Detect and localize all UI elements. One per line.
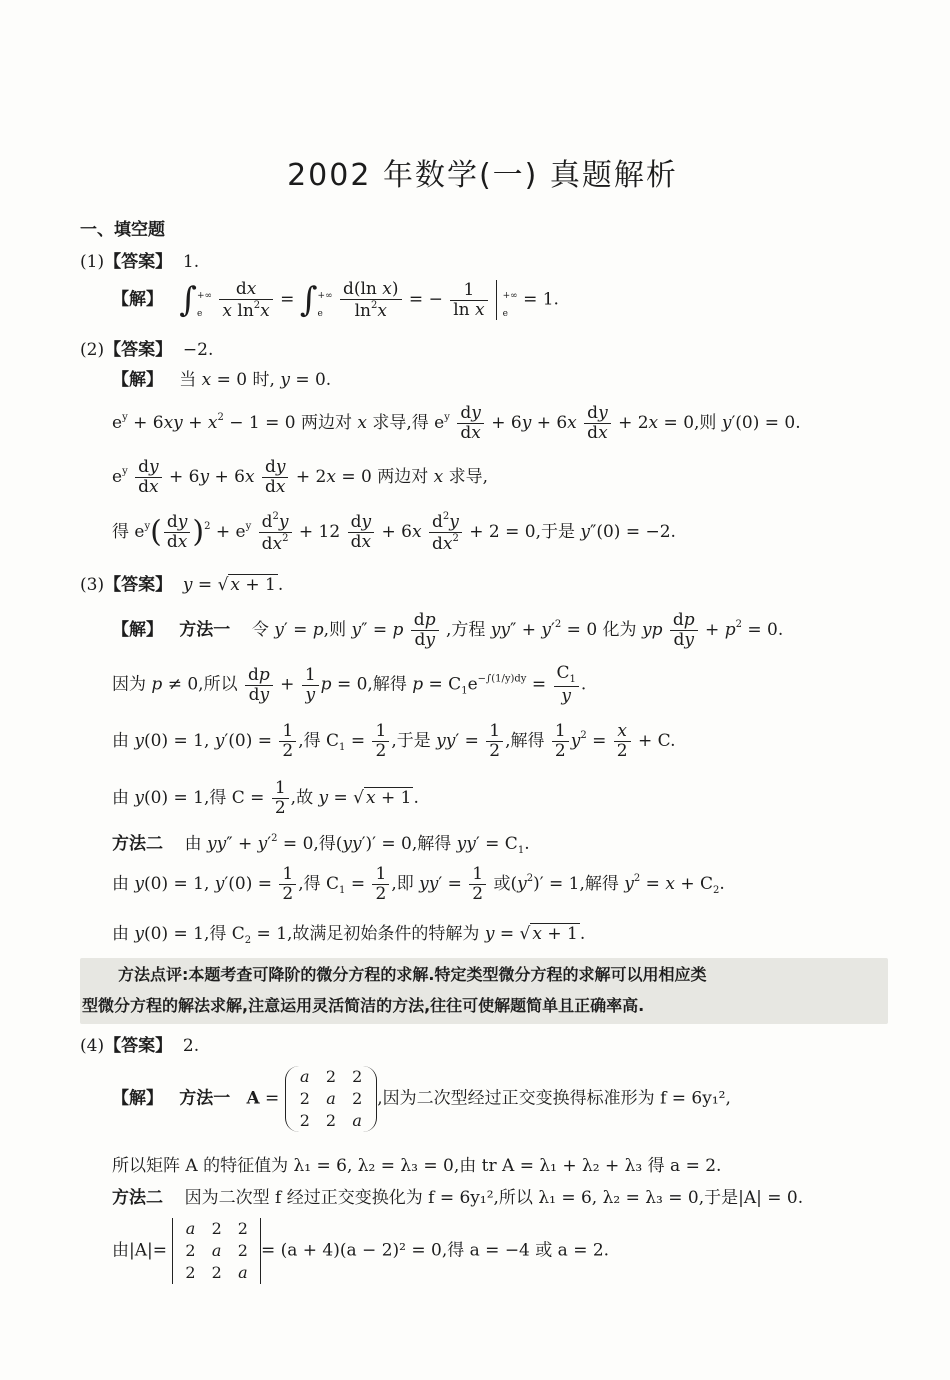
comment-line-2: 型微分方程的解法求解,注意运用灵活简洁的方法,往往可使解题简单且正确率高. xyxy=(82,996,645,1015)
q3-line-3: 由 y(0) = 1, y′(0) = $\frac{1}{2}$ ,得 $C_1$ = $\frac{1}{2}$ ,于是 yy′ = $\frac{1}{2}$ ,解得 $\frac{1}{2}$ $y^2$ = $\frac{x}{2}$ + C. xyxy=(112,721,676,761)
matrix-cell: a xyxy=(352,1111,362,1130)
matrix-cell: 2 xyxy=(299,1089,310,1108)
q2-answer: −2. xyxy=(182,340,214,360)
q3-line-2: 因为 p ≠ 0,所以 $\frac{dp}{dy}$ + $\frac{1}{y}$ p = 0,解得 $p = C_1e^{-\int(1/y)dy}$ = $\frac{C_1}{y}$ . xyxy=(112,663,587,706)
q3-line-7: 由 y(0) = 1,得 $C_2 = 1$,故满足初始条件的特解为 y = √ x + 1 . xyxy=(112,924,586,946)
q3-solution-tag: 【解】 xyxy=(112,620,163,640)
q4-text-1: ,因为二次型经过正交变换得标准形为 f = 6y₁², xyxy=(377,1088,731,1109)
matrix-cell: 2 xyxy=(352,1089,363,1108)
q2-line-2: $e^y + 6xy + x^2 - 1 = 0$ 两边对 x 求导,得 $e^y$ $\frac{dy}{dx}$ + 6y + 6x $\frac{dy}{dx}$ + 2x = 0,则 y′(0) = 0. xyxy=(112,403,801,443)
q3-line-6: 由 y(0) = 1, y′(0) = $\frac{1}{2}$ ,得 $C_1$ = $\frac{1}{2}$ ,即 yy′ = $\frac{1}{2}$ 或$(y^2)' = 1$,解得 $y^2 = x + C_2$. xyxy=(112,864,725,904)
q4-text-3: 因为二次型 f 经过正交变换化为 f = 6y₁²,所以 λ₁ = 6, λ₂ = λ₃ = 0,于是|A| = 0. xyxy=(184,1188,804,1208)
q3-line-4: 由 y(0) = 1,得 C = $\frac{1}{2}$ ,故 y = √ x + 1 . xyxy=(112,778,419,818)
matrix-row xyxy=(292,1066,371,1088)
q2-answer-tag: 【答案】 xyxy=(104,340,173,360)
q4-text-4-pre: 由|A|= xyxy=(112,1240,167,1261)
q1-number: (1) xyxy=(80,252,105,272)
q4-answer-tag: 【答案】 xyxy=(104,1036,173,1056)
matrix-cell: a xyxy=(238,1263,248,1282)
matrix-cell: a xyxy=(185,1219,196,1238)
q3-answer-line: (3)【答案】 y = √ x + 1 . xyxy=(80,575,284,595)
matrix-cell: 2 xyxy=(211,1263,222,1282)
matrix-cell: a xyxy=(211,1241,222,1260)
page-title: 2002 年数学(一) 真题解析 xyxy=(287,158,678,193)
matrix-row xyxy=(292,1110,371,1132)
q1-solution-tag: 【解】 xyxy=(112,289,163,310)
q3-line-5: 方法二 由 $yy'' + y'^2 = 0$,得(yy′)′ = 0,解得 $yy' = C_1$. xyxy=(112,833,530,856)
q3-line-1: 【解】 方法一 令 y′ = p,则 y″ = p $\frac{dp}{dy}$ ,方程 $yy'' + y'^2 = 0$ 化为 yp $\frac{dp}{dy}$ + $p^2 = 0$. xyxy=(112,610,784,650)
q2-line-4: 得 $e^y$( $\frac{dy}{dx}$ )$^2 + e^y$ $\frac{d^2y}{dx^2}$ + 12 $\frac{dy}{dx}$ + 6x $\frac{d^2y}{dx^2}$ + 2 = 0,于是 y″(0) = −2. xyxy=(112,511,676,554)
matrix-cell: 2 xyxy=(211,1219,222,1238)
q4-solution-tag: 【解】 xyxy=(112,1088,163,1109)
q3-method-1-tag: 方法一 xyxy=(179,620,231,640)
q2-answer-line xyxy=(80,342,213,359)
matrix-cell: 2 xyxy=(325,1111,337,1130)
q4-method-2-tag: 方法二 xyxy=(112,1188,163,1208)
matrix-cell: 2 xyxy=(237,1219,248,1238)
matrix-cell: 2 xyxy=(185,1241,196,1260)
q4-answer: 2. xyxy=(182,1036,200,1056)
q1-answer: 1. xyxy=(182,252,200,272)
comment-line-1 xyxy=(118,967,707,983)
matrix-row xyxy=(177,1240,256,1262)
q2-line-3: $e^y$ $\frac{dy}{dx}$ + 6y + 6x $\frac{dy}{dx}$ + 2x = 0 两边对 x 求导, xyxy=(112,457,489,497)
matrix-cell: 2 xyxy=(237,1241,248,1260)
comment-text-1: 本题考查可降阶的微分方程的求解.特定类型微分方程的求解可以用相应类 xyxy=(188,965,707,984)
matrix-row xyxy=(177,1262,256,1284)
q2-number: (2) xyxy=(80,340,105,360)
q2-line-1: 【解】 当 x = 0 时, y = 0. xyxy=(112,370,332,390)
q4-line-1: 【解】 方法一 A = a 2 2 2 a 2 2 2 a ,因为二次型经过正交变换得标准形为 f = 6y₁², xyxy=(112,1067,731,1130)
q1-answer-tag: 【答案】 xyxy=(104,252,173,272)
q4-method-1-tag: 方法一 xyxy=(179,1088,231,1109)
q1-answer-line xyxy=(80,254,199,271)
section-heading: 一、填空题 xyxy=(80,220,165,240)
matrix-row xyxy=(292,1088,371,1110)
matrix-a xyxy=(285,1066,378,1132)
q3-method-2-tag: 方法二 xyxy=(112,834,163,854)
matrix-cell: 2 xyxy=(352,1067,363,1086)
matrix-cell: a xyxy=(326,1089,336,1108)
matrix-row xyxy=(177,1218,256,1240)
q3-number: (3) xyxy=(80,575,105,595)
comment-tag: 方法点评: xyxy=(118,965,189,984)
matrix-cell: 2 xyxy=(299,1111,310,1130)
matrix-cell: a xyxy=(300,1067,310,1086)
q4-number: (4) xyxy=(80,1036,105,1056)
determinant-a xyxy=(172,1218,261,1284)
q2-solution-tag: 【解】 xyxy=(112,370,163,390)
q3-answer-tag: 【答案】 xyxy=(104,575,173,595)
matrix-cell: 2 xyxy=(185,1263,196,1282)
q1-solution: 【解】 ∫ +∞ e $\frac{dx}{x \ln^2x}$ = ∫ +∞ e $\frac{\text{d(ln x)}}{\ln^2x}$ = − $\frac{1}{\text{ln x}}$ +∞ e = 1. xyxy=(112,278,559,321)
q4-answer-line xyxy=(80,1038,199,1055)
q4-line-3 xyxy=(112,1190,803,1207)
q4-line-2: 所以矩阵 A 的特征值为 λ₁ = 6, λ₂ = λ₃ = 0,由 tr A = λ₁ + λ₂ + λ₃ 得 a = 2. xyxy=(112,1156,722,1176)
q4-line-4 xyxy=(112,1218,609,1284)
q4-text-4-post: = (a + 4)(a − 2)² = 0,得 a = −4 或 a = 2. xyxy=(260,1240,610,1261)
matrix-cell: 2 xyxy=(325,1067,337,1086)
